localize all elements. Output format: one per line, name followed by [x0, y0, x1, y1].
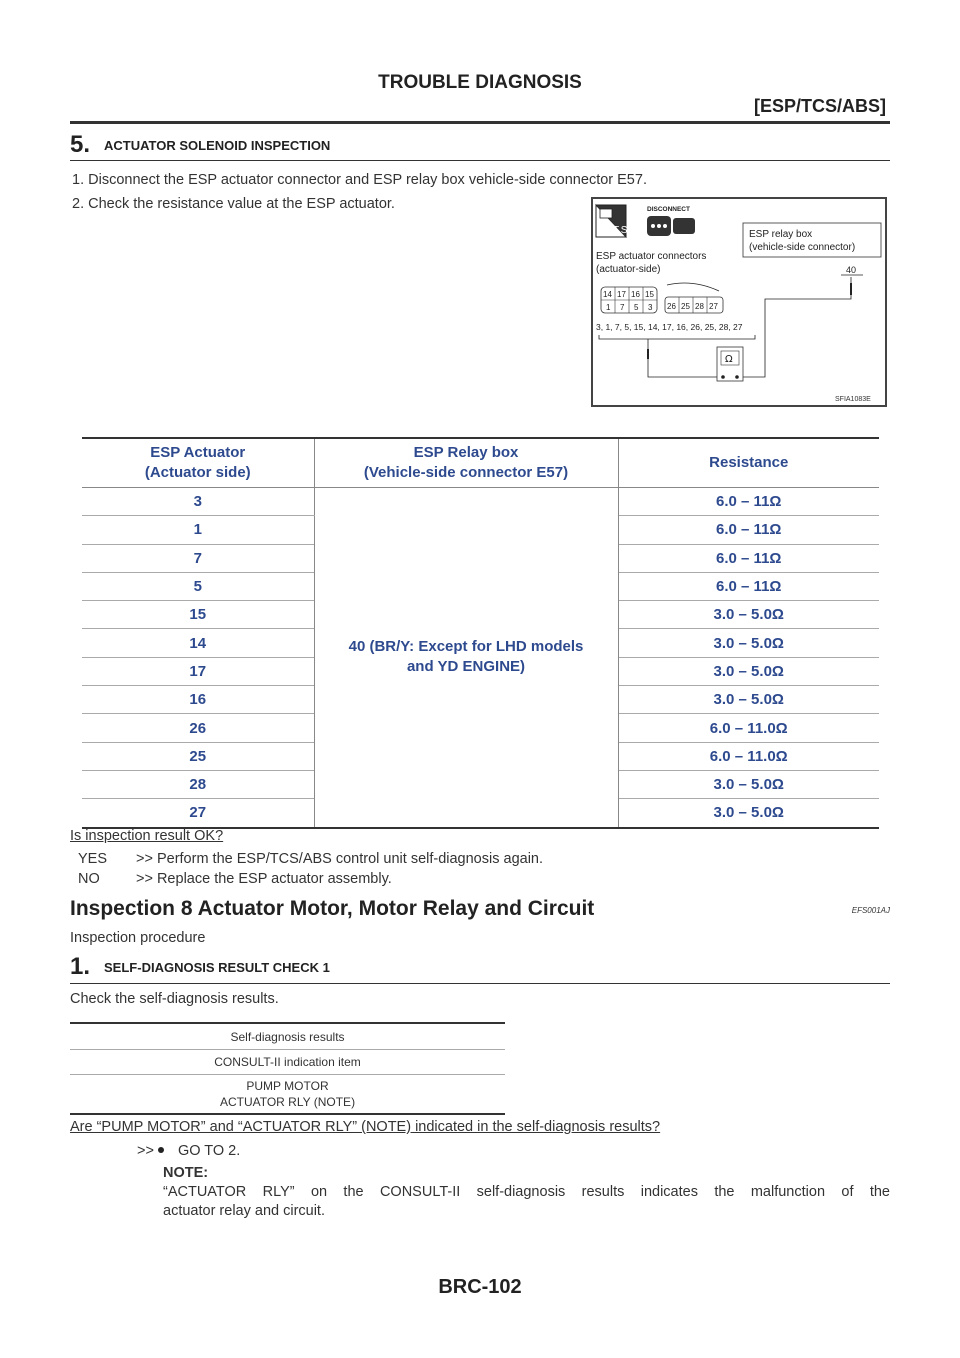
resistance-value: 6.0 – 11.0Ω — [618, 742, 879, 770]
figure-code: SFIA1083E — [835, 396, 871, 403]
resistance-value: 6.0 – 11Ω — [618, 516, 879, 544]
pin-40-label: 40 — [846, 265, 857, 275]
actuator-pin: 26 — [82, 714, 314, 742]
resistance-value: 3.0 – 5.0Ω — [618, 770, 879, 798]
step-5-heading — [70, 131, 330, 159]
relay-box-sublabel: (vehicle-side connector) — [749, 242, 856, 253]
sd-items: PUMP MOTOR ACTUATOR RLY (NOTE) — [70, 1075, 505, 1115]
table-row — [82, 488, 879, 516]
actuator-pin: 28 — [82, 770, 314, 798]
step-title: ACTUATOR SOLENOID INSPECTION — [104, 138, 331, 153]
actuator-connector-a — [601, 287, 657, 313]
svg-text:16: 16 — [631, 290, 640, 299]
answer-yes: YES >> Perform the ESP/TCS/ABS control unit self-diagnosis again. — [78, 851, 544, 867]
note-label: NOTE: — [163, 1165, 209, 1181]
diagnosis-question: Are “PUMP MOTOR” and “ACTUATOR RLY” (NOTE) indicated in the self-diagnosis results? — [70, 1119, 661, 1135]
answer-no: NO >> Replace the ESP actuator assembly. — [78, 871, 392, 887]
step-number: 5. — [70, 131, 91, 158]
self-diagnosis-table — [70, 1022, 505, 1115]
actuator-pin: 25 — [82, 742, 314, 770]
step-number: 1. — [70, 953, 91, 980]
actuator-pin: 5 — [82, 572, 314, 600]
resistance-value: 6.0 – 11Ω — [618, 544, 879, 572]
step-1-heading — [70, 953, 330, 981]
actuator-label: ESP actuator connectors — [596, 251, 707, 262]
step-title: SELF-DIAGNOSIS RESULT CHECK 1 — [104, 960, 330, 975]
resistance-value: 3.0 – 5.0Ω — [618, 799, 879, 828]
ohmmeter-icon — [717, 347, 743, 381]
ts-icon — [596, 205, 630, 237]
pins-list-label: 3, 1, 7, 5, 15, 14, 17, 16, 26, 25, 28, 27 — [596, 322, 743, 332]
svg-text:25: 25 — [681, 302, 690, 311]
connector-disconnect-icon — [647, 216, 695, 236]
sd-subheader: CONSULT-II indication item — [70, 1050, 505, 1075]
resistance-value: 6.0 – 11Ω — [618, 572, 879, 600]
page-title: TROUBLE DIAGNOSIS — [378, 72, 582, 93]
resistance-value: 3.0 – 5.0Ω — [618, 657, 879, 685]
svg-text:5: 5 — [634, 303, 639, 312]
svg-text:15: 15 — [645, 290, 654, 299]
step-rule — [70, 983, 890, 984]
svg-text:17: 17 — [617, 290, 626, 299]
wiring-diagram-figure — [591, 197, 887, 407]
col-header-actuator: ESP Actuator (Actuator side) — [82, 438, 314, 488]
relay-box-label: ESP relay box — [749, 229, 813, 240]
relay-box-pin: 40 (BR/Y: Except for LHD models and YD ENGINE) — [314, 488, 618, 828]
resistance-value: 6.0 – 11Ω — [618, 488, 879, 516]
instruction-1: 1. Disconnect the ESP actuator connector and ESP relay box vehicle-side connector E57. — [72, 172, 647, 188]
section-code: EFS001AJ — [851, 906, 890, 915]
actuator-pin: 16 — [82, 686, 314, 714]
actuator-pin: 7 — [82, 544, 314, 572]
svg-text:Ω: Ω — [725, 354, 733, 365]
step-rule — [70, 160, 890, 161]
resistance-value: 3.0 – 5.0Ω — [618, 686, 879, 714]
sd-header: Self-diagnosis results — [70, 1023, 505, 1050]
col-header-resistance: Resistance — [618, 438, 879, 488]
page-number: BRC-102 — [438, 1276, 522, 1298]
procedure-label: Inspection procedure — [70, 930, 206, 946]
actuator-pin: 3 — [82, 488, 314, 516]
actuator-pin: 27 — [82, 799, 314, 828]
svg-text:3: 3 — [648, 303, 653, 312]
bullet-icon — [158, 1147, 164, 1153]
note-line-1: “ACTUATOR RLY” on the CONSULT-II self-diagnosis results indicates the malfunction of the — [163, 1184, 890, 1200]
svg-text:27: 27 — [709, 302, 718, 311]
wiring-diagram — [593, 199, 885, 405]
actuator-connector-b — [665, 297, 723, 313]
actuator-pin: 14 — [82, 629, 314, 657]
svg-text:7: 7 — [620, 303, 625, 312]
actuator-pin: 15 — [82, 601, 314, 629]
disconnect-label: DISCONNECT — [647, 206, 690, 213]
instruction-2: 2. Check the resistance value at the ESP actuator. — [72, 196, 395, 212]
resistance-value: 3.0 – 5.0Ω — [618, 629, 879, 657]
resistance-table — [82, 437, 879, 829]
header-rule — [70, 121, 890, 124]
actuator-pin: 1 — [82, 516, 314, 544]
actuator-pin: 17 — [82, 657, 314, 685]
svg-text:26: 26 — [667, 302, 676, 311]
answer-goto: >> GO TO 2. — [137, 1143, 241, 1159]
note-line-2: actuator relay and circuit. — [163, 1203, 325, 1219]
resistance-value: 6.0 – 11.0Ω — [618, 714, 879, 742]
table-header-row — [82, 438, 879, 488]
svg-text:14: 14 — [603, 290, 612, 299]
svg-text:28: 28 — [695, 302, 704, 311]
section-heading: Inspection 8 Actuator Motor, Motor Relay and Circuit — [70, 897, 595, 920]
svg-text:1: 1 — [606, 303, 611, 312]
section-label: [ESP/TCS/ABS] — [753, 96, 886, 116]
resistance-value: 3.0 – 5.0Ω — [618, 601, 879, 629]
svg-text:T.S.: T.S. — [613, 225, 631, 236]
col-header-relay: ESP Relay box (Vehicle-side connector E57) — [314, 438, 618, 488]
actuator-sublabel: (actuator-side) — [596, 264, 661, 275]
inspection-question: Is inspection result OK? — [70, 828, 224, 844]
step-1-instruction: Check the self-diagnosis results. — [70, 991, 279, 1007]
